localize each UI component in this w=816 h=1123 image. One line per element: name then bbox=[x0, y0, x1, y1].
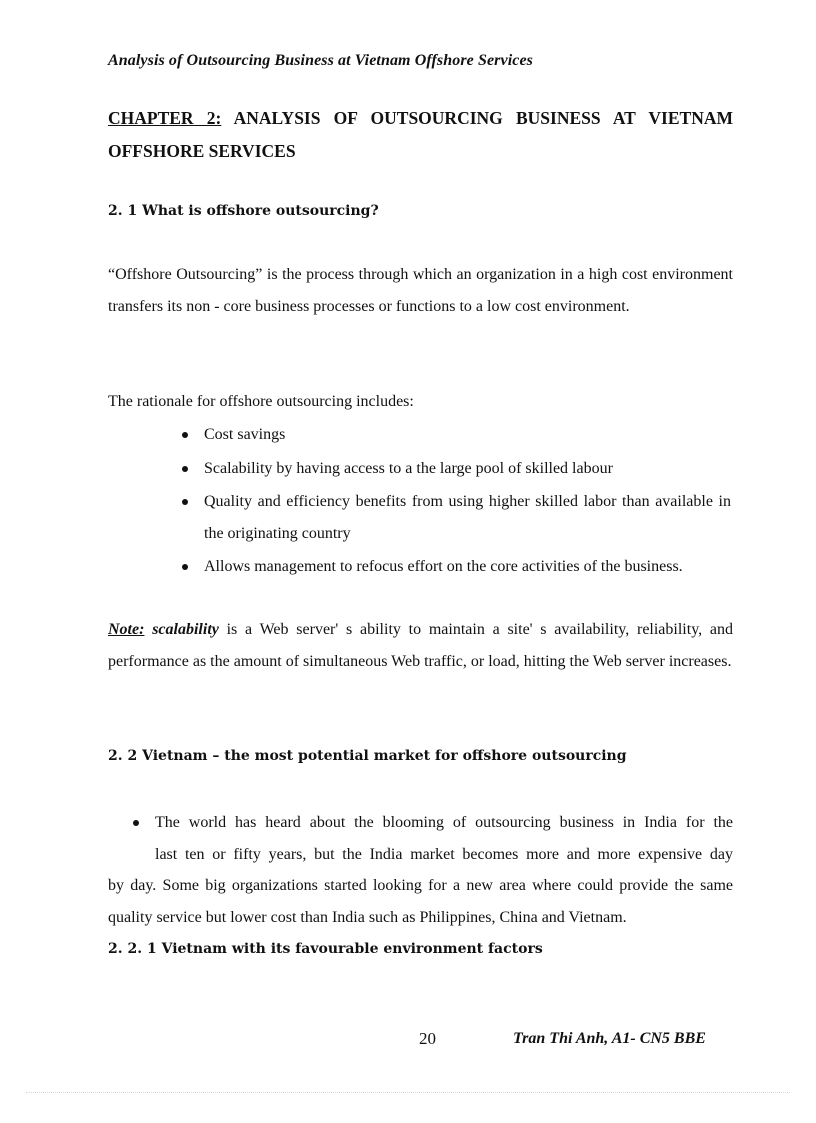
bullet-icon bbox=[182, 564, 188, 570]
vietnam-second-line bbox=[108, 839, 733, 871]
offshore-definition-paragraph: “Offshore Outsourcing” is the process through which an organization in a high cost environment transfers its non - core business processes or functions to a low cost environment. bbox=[108, 266, 733, 315]
rationale-item-text: Scalability by having access to a the large pool of skilled labour bbox=[204, 459, 613, 477]
rationale-item-text: Quality and efficiency benefits from using higher skilled labor than available in the originating country bbox=[204, 493, 731, 542]
chapter-label: CHAPTER 2: bbox=[108, 108, 222, 128]
footer-author: Tran Thi Anh, A1- CN5 BBE bbox=[513, 1030, 706, 1047]
rationale-item bbox=[204, 419, 731, 451]
running-header: Analysis of Outsourcing Business at Vietnam Offshore Services bbox=[108, 52, 533, 69]
bullet-icon bbox=[182, 432, 188, 438]
bullet-icon bbox=[182, 466, 188, 472]
rationale-item bbox=[204, 551, 731, 583]
rationale-item-text: Cost savings bbox=[204, 426, 286, 443]
rationale-list bbox=[204, 419, 731, 585]
note-text: is a Web server' s ability to maintain a site' s availability, reliability, and performance as the amount of simultaneous Web traffic, or load, hitting the Web server increases. bbox=[108, 621, 734, 670]
scalability-note bbox=[108, 614, 733, 677]
rationale-item-text: Allows management to refocus effort on the core activities of the business. bbox=[204, 558, 683, 575]
vietnam-rest-text: by day. Some big organizations started looking for a new area where could provide the same quality service but lower cost than India such as Philippines, China and Vietnam. bbox=[108, 877, 733, 926]
vietnam-market-paragraph bbox=[108, 807, 733, 933]
vietnam-first-line bbox=[108, 807, 733, 839]
bullet-icon bbox=[133, 820, 139, 826]
vietnam-first-line-text: The world has heard about the blooming of outsourcing business in India for the bbox=[155, 814, 733, 831]
section-heading-2-1: 2. 1 What is offshore outsourcing? bbox=[108, 203, 379, 219]
rationale-intro: The rationale for offshore outsourcing includes: bbox=[108, 393, 414, 410]
chapter-title-text: ANALYSIS OF OUTSOURCING BUSINESS AT VIETNAM OFFSHORE SERVICES bbox=[108, 108, 733, 161]
rationale-item bbox=[204, 453, 731, 485]
page-edge-divider bbox=[26, 1092, 790, 1093]
section-heading-2-2-1: 2. 2. 1 Vietnam with its favourable environment factors bbox=[108, 941, 543, 957]
bullet-icon bbox=[182, 499, 188, 505]
note-term: scalability bbox=[152, 621, 219, 638]
section-heading-2-2: 2. 2 Vietnam – the most potential market for offshore outsourcing bbox=[108, 748, 627, 764]
chapter-title bbox=[108, 102, 733, 168]
vietnam-second-line-text: last ten or fifty years, but the India market becomes more and more expensive day bbox=[155, 845, 733, 863]
rationale-item bbox=[204, 486, 731, 549]
page-number: 20 bbox=[419, 1029, 436, 1048]
note-label: Note: bbox=[108, 621, 145, 638]
